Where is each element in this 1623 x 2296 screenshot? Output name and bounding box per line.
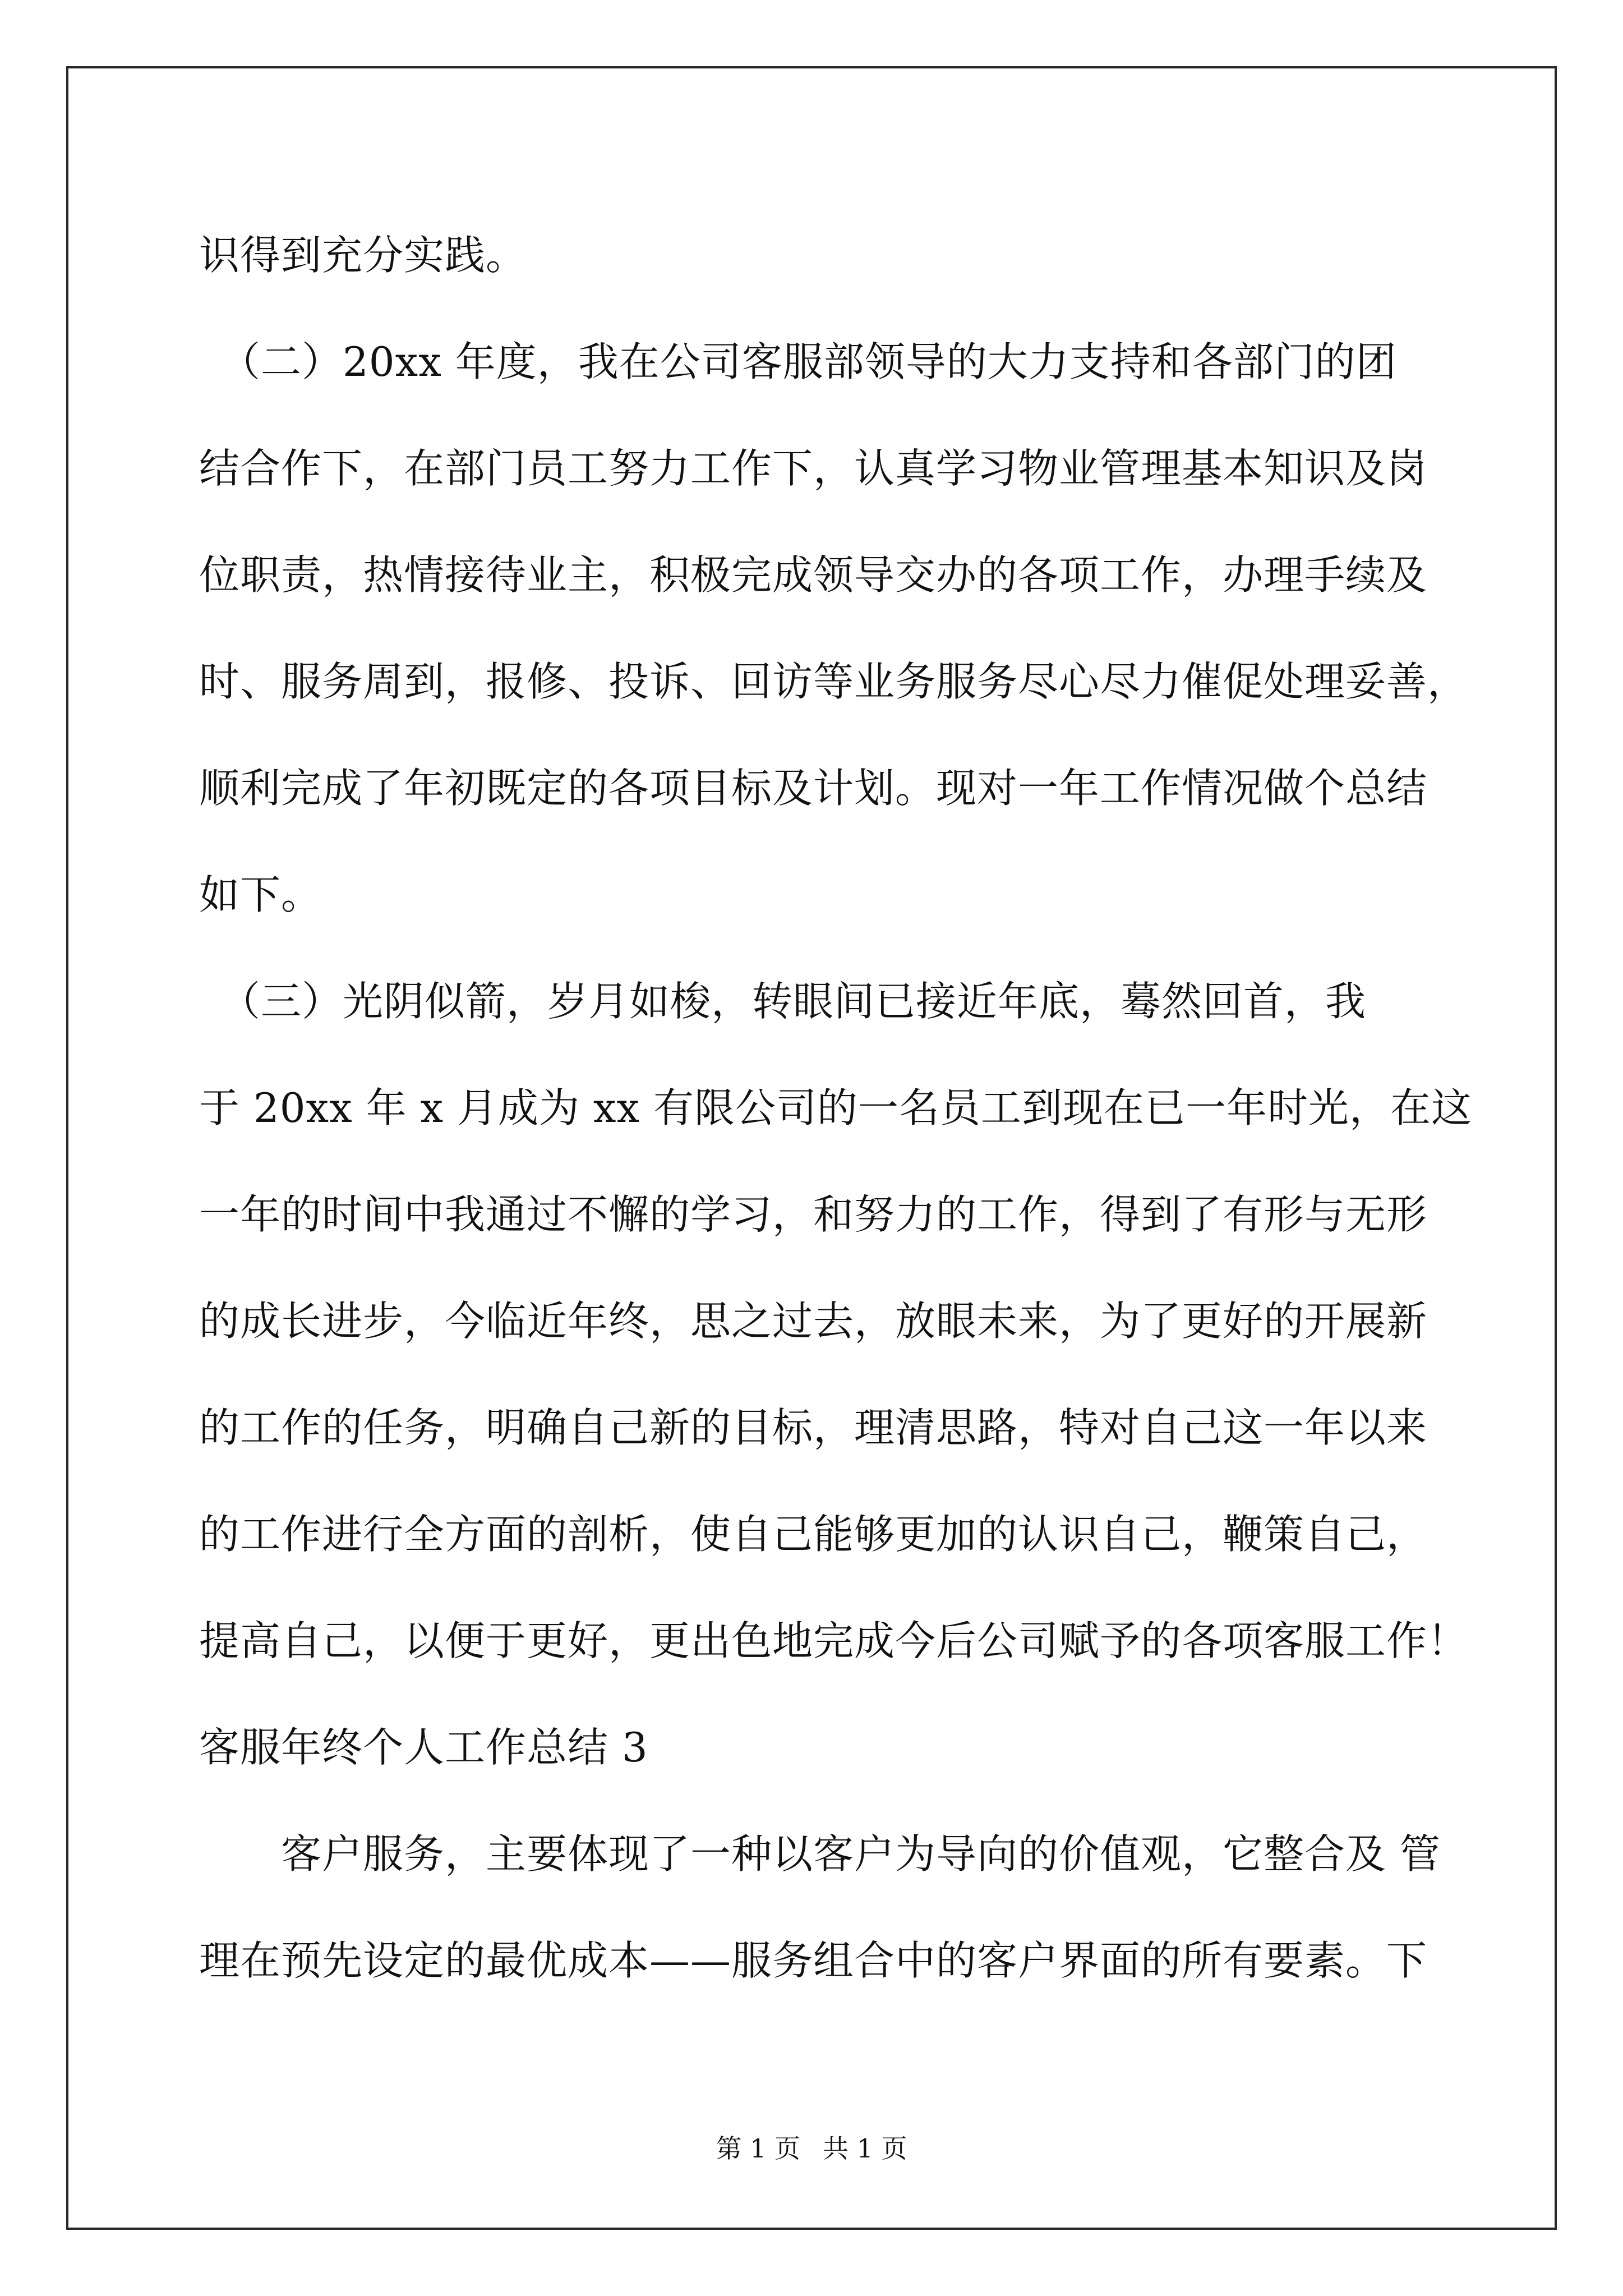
paragraph-2-start: （二）20xx 年度，我在公司客服部领导的大力支持和各部门的团 [199, 338, 1397, 385]
text-line: 时、服务周到，报修、投诉、回访等业务服务尽心尽力催促处理妥善， [199, 658, 1469, 705]
text-line: 的工作的任务，明确自己新的目标，理清思路，特对自己这一年以来 [199, 1404, 1428, 1451]
text-line: 的成长进步，今临近年终，思之过去，放眼未来，为了更好的开展新 [199, 1297, 1428, 1345]
text-line: 顺利完成了年初既定的各项目标及计划。现对一年工作情况做个总结 [199, 765, 1428, 812]
document-body [199, 202, 1472, 2014]
paragraph-3-start: （三）光阴似箭，岁月如梭，转眼间已接近年底，蓦然回首，我 [199, 978, 1367, 1025]
page-number: 第 1 页 [716, 2133, 800, 2164]
page-footer [0, 2132, 1623, 2165]
text-line: 结合作下，在部门员工努力工作下，认真学习物业管理基本知识及岗 [199, 445, 1428, 492]
text-line: 提高自己，以便于更好，更出色地完成今后公司赋予的各项客服工作！ [199, 1617, 1469, 1664]
text-line: 一年的时间中我通过不懈的学习，和努力的工作，得到了有形与无形 [199, 1191, 1428, 1238]
paragraph-4-start: 客户服务，主要体现了一种以客户为导向的价值观，它整合及 管 [199, 1830, 1441, 1878]
text-line: 如下。 [199, 871, 322, 918]
text-line: 于 20xx 年 x 月成为 xx 有限公司的一名员工到现在已一年时光，在这 [199, 1084, 1472, 1131]
text-line: 的工作进行全方面的剖析，使自己能够更加的认识自己，鞭策自己， [199, 1511, 1428, 1558]
page-total: 共 1 页 [823, 2133, 907, 2164]
section-heading: 客服年终个人工作总结 3 [199, 1724, 648, 1771]
text-line: 识得到充分实践。 [199, 232, 527, 279]
text-line: 位职责，热情接待业主，积极完成领导交办的各项工作，办理手续及 [199, 551, 1428, 599]
text-line: 理在预先设定的最优成本——服务组合中的客户界面的所有要素。下 [199, 1937, 1428, 1984]
